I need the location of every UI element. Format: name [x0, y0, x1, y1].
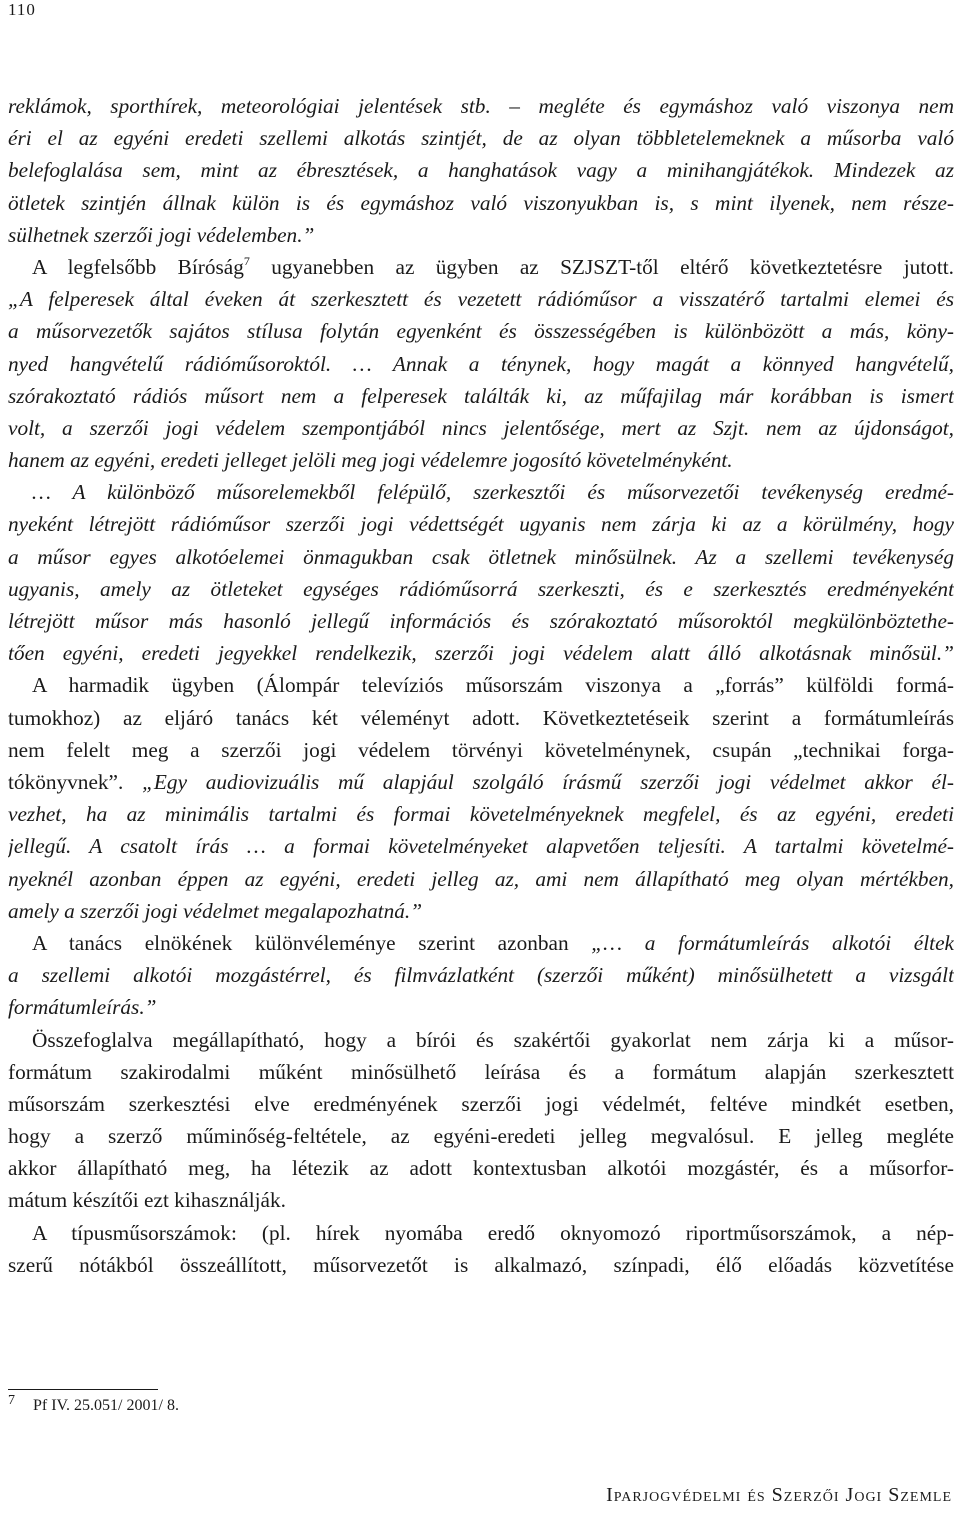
text-line: A harmadik ügyben (Álompár televíziós műsorszám viszonya a „forrás” külföldi formá- [32, 673, 954, 698]
text-line: volt, a szerzői jogi védelem szempontjából nincs jelentősége, mert az Szjt. nem az újdonságot, [8, 415, 954, 440]
text-line: jellegű. A csatolt írás … a formai követelményeket alapvetően teljesíti. A tartalmi követelmé- [8, 834, 954, 859]
text-line: a műsor egyes alkotóelemei önmagukban csak ötletnek minősülnek. Az a szellemi tevékenység [8, 544, 954, 569]
text-line: vezhet, ha az minimális tartalmi és formai követelményeknek megfelel, és az egyéni, eredeti [8, 802, 954, 827]
text-line: „A felperesek által éveken át szerkesztett és vezetett rádióműsor a visszatérő tartalmi elemei és [8, 287, 954, 312]
page-number: 110 [8, 0, 36, 19]
text-line: belefoglalása sem, mint az ébresztések, a hanghatások vagy a minihangjátékok. Mindezek az [8, 158, 954, 183]
text-segment: A legfelsőbb Bíróság [32, 254, 244, 279]
text-line: a műsorvezetők sajátos stílusa folytán egyenként és összességében is különbözött a más, köny- [8, 319, 954, 344]
text-line: a szellemi alkotói mozgástérrel, és filmvázlatként (szerzői műként) minősülhetett a vizsgált [8, 963, 954, 988]
text-segment: ugyanebben az ügyben az SZJSZT-től eltérő következtetésre jutott. [249, 254, 954, 279]
text-line: nyed hangvételű rádióműsoroktól. … Annak a ténynek, hogy magát a könnyed hangvételű, [8, 351, 954, 376]
footnote-text: Pf IV. 25.051/ 2001/ 8. [33, 1397, 179, 1414]
text-line: nem felelt meg a szerzői jogi védelem törvényi követelménynek, csupán „technikai forga- [8, 737, 954, 762]
text-line: ugyanis, amely az ötleteket egységes rádióműsorrá szerkeszti, és e szerkesztés eredményeként [8, 576, 954, 601]
main-text [8, 90, 954, 1281]
text-segment: A tanács elnökének különvéleménye szerint azonban [32, 930, 592, 955]
text-line [8, 927, 954, 959]
text-line: Összefoglalva megállapítható, hogy a bírói és szakértői gyakorlat nem zárja ki a műsor- [32, 1027, 954, 1052]
text-line: A típusműsorszámok: (pl. hírek nyomába eredő oknyomozó riportműsorszámok, a nép- [32, 1220, 954, 1245]
text-line: hanem az egyéni, eredeti jelleget jelöli meg jogi védelemre jogosító követelményként. [8, 448, 733, 473]
text-line: formátum szakirodalmi műként minősülhető leírása és a formátum alapján szerkesztett [8, 1059, 954, 1084]
text-line: formátumleírás.” [8, 995, 157, 1020]
text-line: műsorszám szerkesztési elve eredményének szerzői jogi védelmét, feltéve mindkét esetben, [8, 1091, 954, 1116]
text-line: ötletek szintjén állnak külön is és egymáshoz való viszonyukban is, s mint ilyenek, nem része- [8, 190, 954, 215]
footnote-reference: 7 [243, 253, 250, 268]
text-line [8, 251, 954, 283]
text-line: tumokhoz) az eljáró tanács két véleményt adott. Következtetéseik szerint a formátumleírás [8, 705, 954, 730]
text-segment: tókönyvnek”. [8, 769, 143, 794]
text-line: éri el az egyéni eredeti szellemi alkotás szintjét, de az olyan többletelemeknek a műsorba való [8, 126, 954, 151]
text-line [8, 766, 954, 798]
text-line: hogy a szerző műminőség-feltétele, az egyéni-eredeti jelleg megvalósul. E jelleg megléte [8, 1124, 954, 1149]
text-line: mátum készítői ezt kihasználják. [8, 1188, 286, 1213]
text-line: nyeknél azonban éppen az egyéni, eredeti jelleg az, ami nem állapítható meg olyan mértékben, [8, 866, 954, 891]
text-line: … A különböző műsorelemekből felépülő, szerkesztői és műsorvezetői tevékenység eredmé- [32, 480, 954, 505]
text-line: nyeként létrejött rádióműsor szerzői jogi védettségét ugyanis nem zárja ki az a körülmény, hogy [8, 512, 954, 537]
text-line: amely a szerzői jogi védelmet megalapozhatná.” [8, 898, 423, 923]
text-line: tően egyéni, eredeti jegyekkel rendelkezik, szerzői jogi védelem alatt álló alkotásnak minősül.” [8, 641, 954, 666]
footnote-mark: 7 [8, 1393, 15, 1408]
text-line: létrejött műsor más hasonló jellegű információs és szórakoztató műsoroktól megkülönböztethe- [8, 609, 954, 634]
text-line: akkor állapítható meg, ha létezik az adott kontextusban alkotói mozgástér, és a műsorfor- [8, 1156, 954, 1181]
journal-title-footer: Iparjogvédelmi és Szerzői Jogi Szemle [606, 1484, 952, 1506]
text-line: szórakoztató rádiós műsort nem a felperesek találták ki, az műfajilag már korábban is ismert [8, 383, 954, 408]
text-line: szerű nótákból összeállított, műsorvezetőt is alkalmazó, színpadi, élő előadás közvetítése [8, 1252, 954, 1277]
text-line: sülhetnek szerzői jogi védelemben.” [8, 222, 315, 247]
footnote [8, 1390, 179, 1417]
text-line: reklámok, sporthírek, meteorológiai jelentések stb. – megléte és egymáshoz való viszonya nem [8, 94, 954, 118]
quote-segment: „… a formátumleírás alkotói éltek [591, 930, 954, 955]
quote-segment: „Egy audiovizuális mű alapjául szolgáló írásmű szerzői jogi védelmet akkor él- [142, 769, 954, 794]
